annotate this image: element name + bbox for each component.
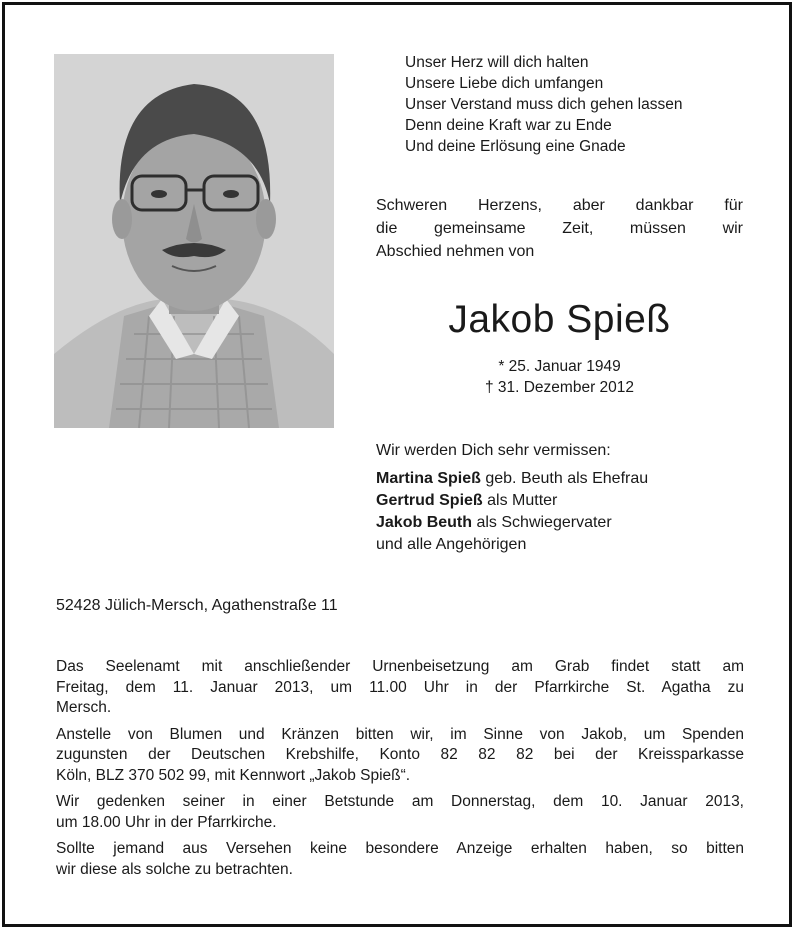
paragraph-line: Sollte jemand aus Versehen keine besondere Anzeige erhalten haben, so bitten bbox=[56, 840, 744, 857]
poem bbox=[405, 52, 682, 157]
mourner-row bbox=[376, 490, 648, 512]
mourner-row bbox=[376, 468, 648, 490]
poem-line: Denn deine Kraft war zu Ende bbox=[405, 117, 612, 134]
paragraph-line: Anstelle von Blumen und Kränzen bitten wir, im Sinne von Jakob, um Spenden bbox=[56, 725, 744, 743]
poem-line: Unser Herz will dich halten bbox=[405, 54, 589, 71]
paragraph-line: Wir gedenken seiner in einer Betstunde am Donnerstag, dem 10. Januar 2013, bbox=[56, 793, 744, 810]
deceased-name: Jakob Spieß bbox=[448, 298, 671, 341]
paragraph-line: wir diese als solche zu betrachten. bbox=[56, 860, 293, 878]
birth-date: * 25. Januar 1949 bbox=[498, 358, 621, 375]
mourner-relation: als Schwiegervater bbox=[476, 514, 612, 531]
poem-line: Und deine Erlösung eine Gnade bbox=[405, 138, 626, 155]
death-date: † 31. Dezember 2012 bbox=[484, 379, 635, 396]
service-details bbox=[56, 657, 744, 886]
address: 52428 Jülich-Mersch, Agathenstraße 11 bbox=[56, 597, 338, 614]
mourner-name: Jakob Beuth bbox=[376, 514, 473, 531]
intro-text bbox=[376, 194, 743, 263]
mourner-name: Gertrud Spieß bbox=[376, 492, 483, 509]
paragraph-line: um 18.00 Uhr in der Pfarrkirche. bbox=[56, 813, 277, 831]
paragraph-line: Freitag, dem 11. Januar 2013, um 11.00 Uhr in der Pfarrkirche St. Agatha zu bbox=[56, 678, 744, 696]
poem-line: Unser Verstand muss dich gehen lassen bbox=[405, 96, 683, 113]
mourner-row bbox=[376, 512, 648, 534]
portrait-illustration bbox=[54, 54, 334, 428]
life-dates bbox=[376, 356, 743, 398]
intro-line: Abschied nehmen von bbox=[376, 243, 535, 260]
paragraph bbox=[56, 839, 744, 880]
paragraph bbox=[56, 792, 744, 833]
paragraph bbox=[56, 725, 744, 787]
mourners-heading: Wir werden Dich sehr vermissen: bbox=[376, 442, 611, 459]
mourner-name: Martina Spieß bbox=[376, 470, 481, 487]
paragraph-line: Mersch. bbox=[56, 699, 112, 716]
intro-line: Schweren Herzens, aber dankbar für bbox=[376, 197, 743, 214]
paragraph-line: Köln, BLZ 370 502 99, mit Kennwort „Jakob Spieß“. bbox=[56, 766, 411, 784]
mourner-relation: als Mutter bbox=[487, 492, 558, 509]
poem-line: Unsere Liebe dich umfangen bbox=[405, 75, 604, 92]
portrait-photo bbox=[54, 54, 334, 428]
paragraph bbox=[56, 657, 744, 719]
paragraph-line: zugunsten der Deutschen Krebshilfe, Konto 82 82 82 bei der Kreissparkasse bbox=[56, 746, 744, 763]
mourner-relation: geb. Beuth als Ehefrau bbox=[485, 470, 649, 487]
paragraph-line: Das Seelenamt mit anschließender Urnenbeisetzung am Grab findet statt am bbox=[56, 658, 744, 675]
mourners-closing: und alle Angehörigen bbox=[376, 536, 527, 553]
intro-line: die gemeinsame Zeit, müssen wir bbox=[376, 220, 743, 237]
mourners-list bbox=[376, 468, 648, 556]
